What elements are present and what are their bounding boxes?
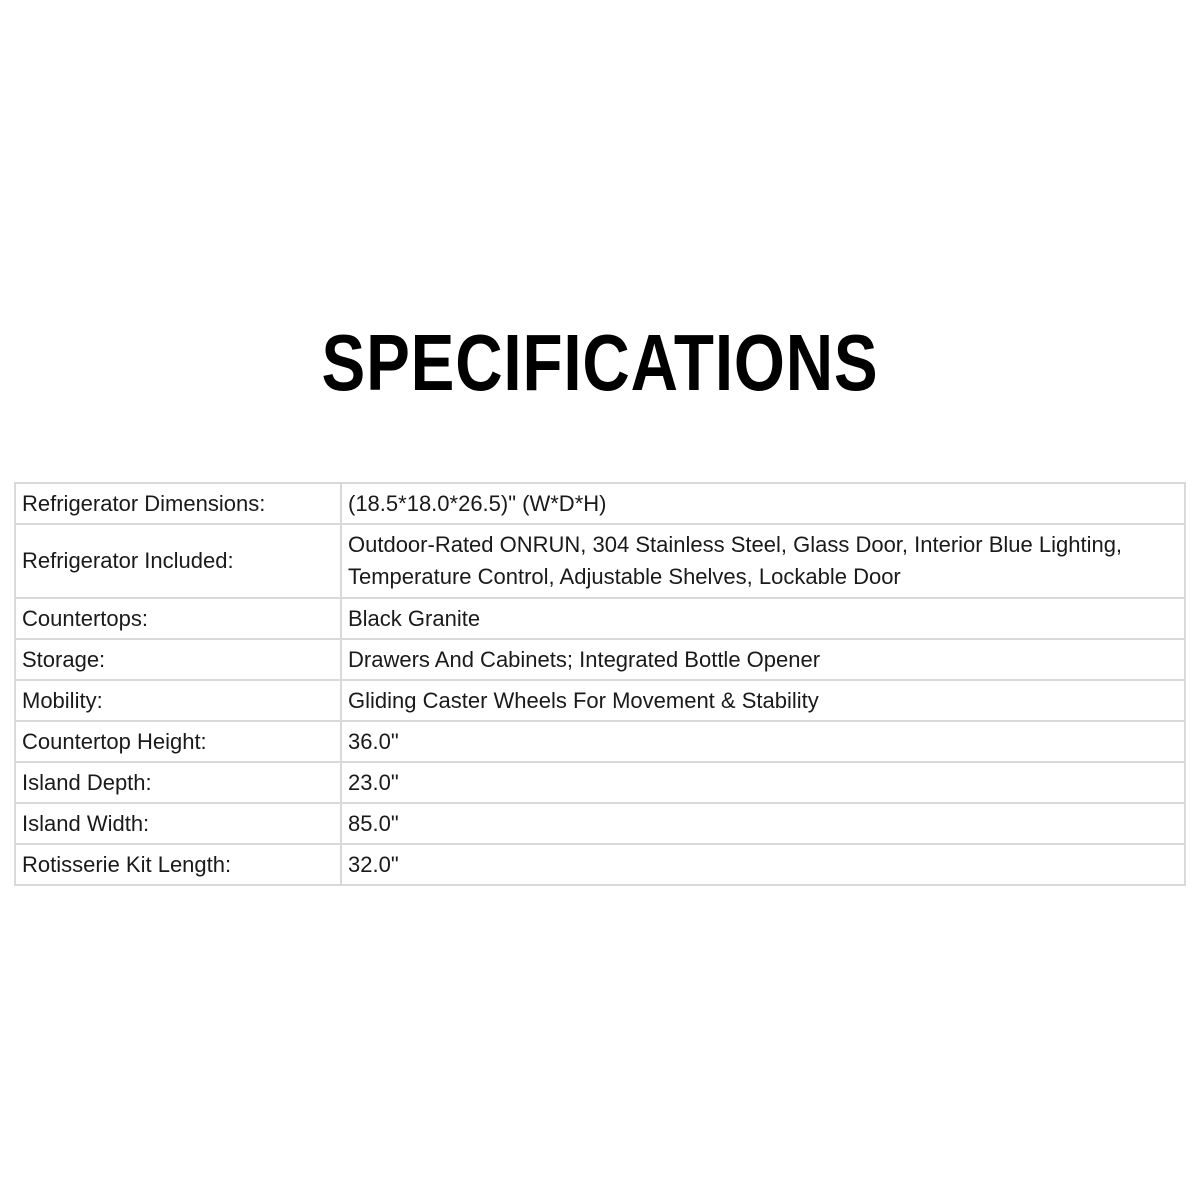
table-row: [15, 844, 1185, 885]
spec-value: Gliding Caster Wheels For Movement & Stability: [341, 680, 1185, 721]
spec-value: 32.0": [341, 844, 1185, 885]
table-row: [15, 680, 1185, 721]
spec-value: 23.0": [341, 762, 1185, 803]
spec-label: Countertops:: [15, 598, 341, 639]
table-row: [15, 524, 1185, 598]
spec-label: Countertop Height:: [15, 721, 341, 762]
table-row: [15, 639, 1185, 680]
spec-value: Drawers And Cabinets; Integrated Bottle Opener: [341, 639, 1185, 680]
page-title: SPECIFICATIONS: [321, 318, 879, 407]
table-row: [15, 483, 1185, 524]
spec-value: Outdoor-Rated ONRUN, 304 Stainless Steel, Glass Door, Interior Blue Lighting, Temperature Control, Adjustable Shelves, Lockable Door: [341, 524, 1185, 598]
table-row: [15, 598, 1185, 639]
spec-label: Island Depth:: [15, 762, 341, 803]
specifications-table: [14, 482, 1186, 886]
spec-value: Black Granite: [341, 598, 1185, 639]
spec-label: Island Width:: [15, 803, 341, 844]
spec-value: 36.0": [341, 721, 1185, 762]
spec-label: Refrigerator Dimensions:: [15, 483, 341, 524]
spec-label: Rotisserie Kit Length:: [15, 844, 341, 885]
table-row: [15, 803, 1185, 844]
table-row: [15, 762, 1185, 803]
spec-value: (18.5*18.0*26.5)" (W*D*H): [341, 483, 1185, 524]
spec-value: 85.0": [341, 803, 1185, 844]
table-row: [15, 721, 1185, 762]
spec-label: Refrigerator Included:: [15, 524, 341, 598]
spec-label: Mobility:: [15, 680, 341, 721]
spec-label: Storage:: [15, 639, 341, 680]
